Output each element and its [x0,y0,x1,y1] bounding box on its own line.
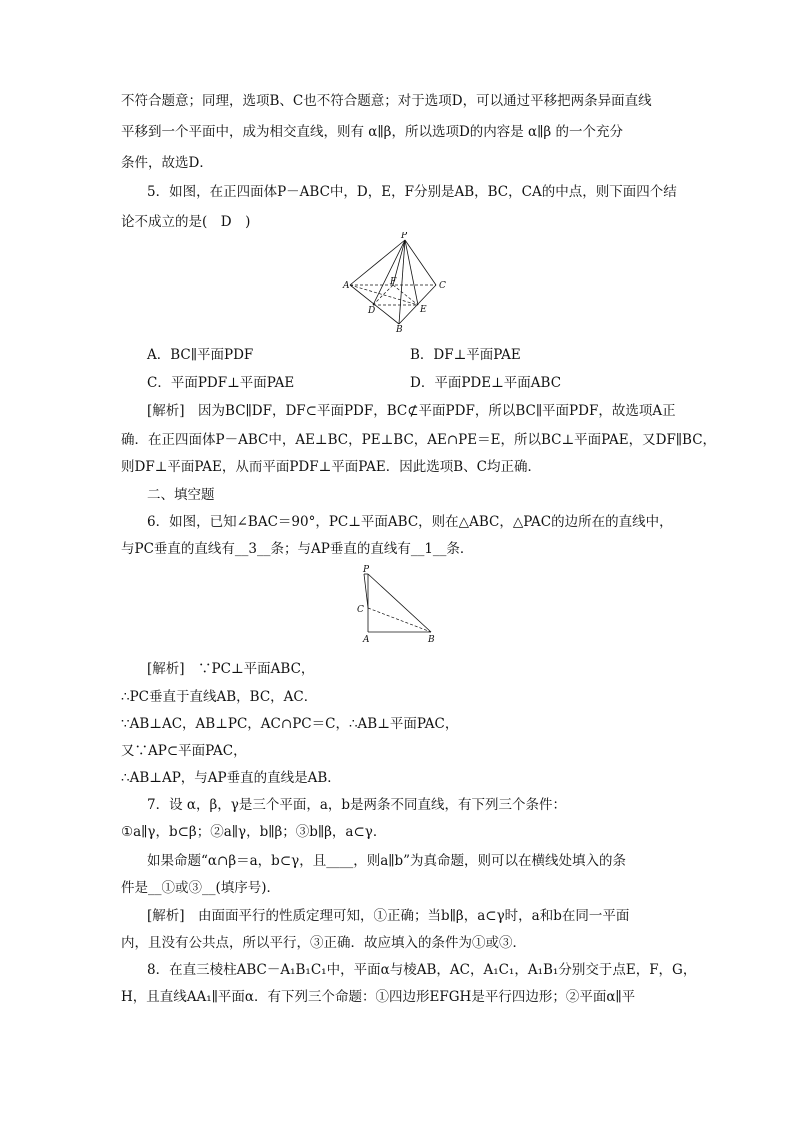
label-f: F [390,277,397,287]
label-c: C [439,281,446,291]
text-line: 论不成立的是( D ) [121,214,251,230]
option-d: D．平面PDE⊥平面ABC [410,375,562,391]
text-line: 确．在正四面体P－ABC中，AE⊥BC，PE⊥BC，AE∩PE＝E，所以BC⊥平面PAE，又DF∥BC， [121,432,717,448]
text-line: 如果命题“α∩β＝a，b⊂γ，且____，则a∥b”为真命题，则可以在横线处填入的条 [147,853,627,869]
analysis-7: [解析] 由面面平行的性质定理可知，①正确；当b∥β，a⊂γ时，a和b在同一平面 [147,908,630,924]
tetrahedron-figure [340,232,455,332]
label-b: B [428,635,435,645]
label-e: E [420,305,427,315]
analysis-5: [解析] 因为BC∥DF，DF⊂平面PDF，BC⊄平面PDF，所以BC∥平面PDF，故选项A正 [147,403,676,419]
analysis-6: [解析] ∵PC⊥平面ABC， [147,661,315,677]
section-heading: 二、填空题 [147,487,215,503]
text-line: ∴PC垂直于直线AB，BC，AC． [121,689,318,705]
text-line: ∵AB⊥AC，AB⊥PC，AC∩PC＝C，∴AB⊥平面PAC， [121,716,459,732]
text-line: 则DF⊥平面PAE，从而平面PDF⊥平面PAE．因此选项B、C均正确． [121,459,542,475]
text-line: ①a∥γ，b⊂β；②a∥γ，b∥β；③b∥β，a⊂γ． [121,824,387,840]
text-line: 件是__①或③__(填序号)． [121,880,281,896]
option-c: C．平面PDF⊥平面PAE [147,375,295,391]
text-line: 不符合题意；同理，选项B、C也不符合题意；对于选项D，可以通过平移把两条异面直线 [121,93,652,109]
triangle-figure [355,563,445,647]
question-6-text: 6．如图，已知∠BAC＝90°，PC⊥平面ABC，则在△ABC，△PAC的边所在的直线中， [147,514,673,530]
label-d: D [368,306,376,316]
label-a: A [343,281,350,291]
option-a: A．BC∥平面PDF [147,347,254,363]
text-line: 内，且没有公共点，所以平行，③正确．故应填入的条件为①或③． [121,935,526,951]
label-p: P [401,232,408,241]
label-c: C [357,605,364,615]
text-line: ∴AB⊥AP，与AP垂直的直线是AB． [121,770,341,786]
label-a: A [363,635,370,645]
text-line: 条件，故选D． [121,155,213,171]
text-line: 又∵AP⊂平面PAC， [121,743,247,759]
text-line: 与PC垂直的直线有__3__条；与AP垂直的直线有__1__条． [121,541,474,557]
text-line: 平移到一个平面中，成为相交直线，则有 α∥β，所以选项D的内容是 α∥β 的一个充分 [121,124,624,140]
option-b: B．DF⊥平面PAE [410,347,521,363]
text-line: H，且直线AA₁∥平面α．有下列三个命题：①四边形EFGH是平行四边形；②平面α∥平 [121,989,636,1005]
label-b: B [396,325,403,332]
question-8-text: 8．在直三棱柱ABC－A₁B₁C₁中，平面α与棱AB，AC，A₁C₁，A₁B₁分别交于点E，F，G， [147,962,697,978]
question-7-text: 7．设 α，β，γ是三个平面，a，b是两条不同直线，有下列三个条件： [147,797,567,813]
label-p: P [363,565,370,575]
question-5-text: 5．如图，在正四面体P－ABC中，D，E，F分别是AB，BC，CA的中点，则下面四个结 [147,184,677,200]
